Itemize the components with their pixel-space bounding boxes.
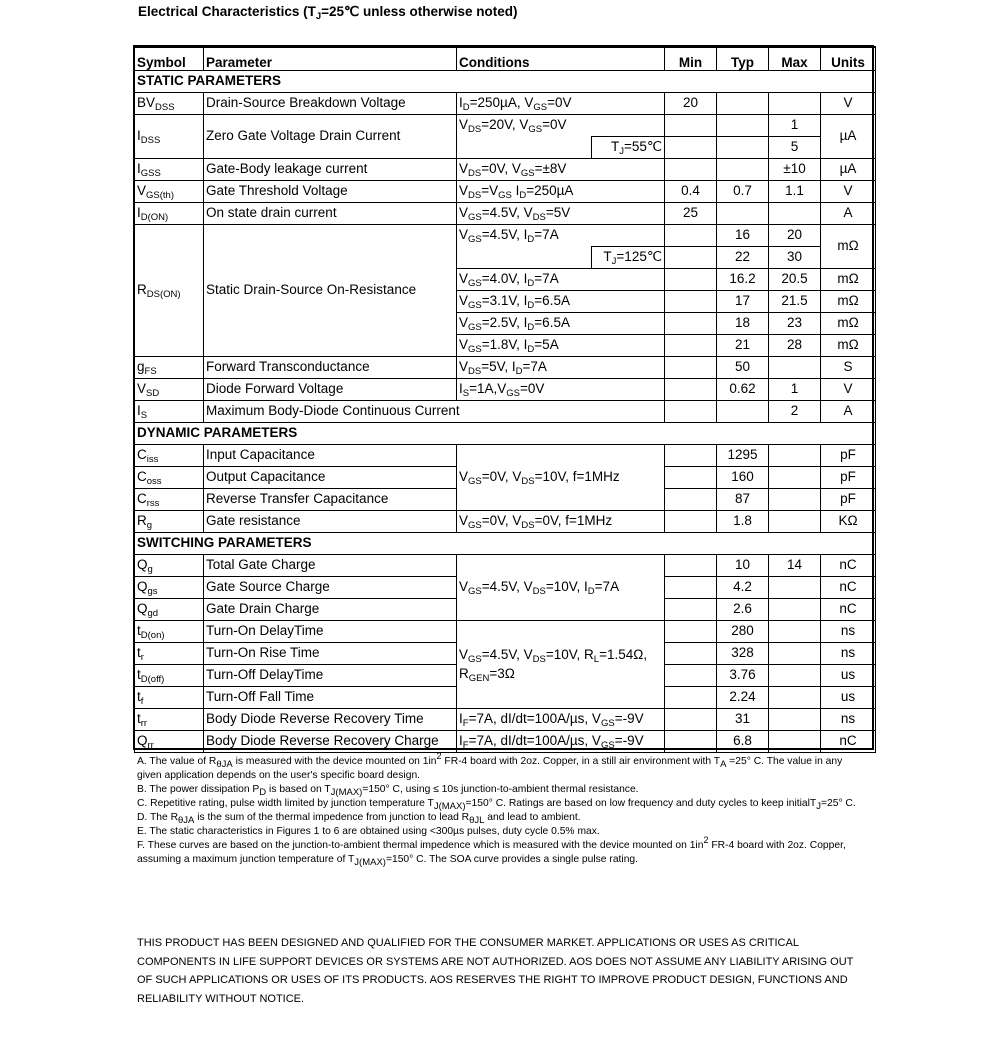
symbol-subscript: DS(ON): [146, 289, 181, 301]
typ-cell: 50: [717, 357, 769, 379]
typ-cell: 16: [717, 225, 769, 247]
conditions-blank: [457, 247, 592, 269]
unit-cell: nC: [821, 599, 876, 621]
max-cell: [769, 445, 821, 467]
unit-cell: pF: [821, 467, 876, 489]
footnote-item: D. The $R_{\theta JA}$ is the sum of the thermal impedence from junction to lead $R_{\theta JL}$ and lead to ambient.: [137, 812, 581, 826]
symbol-subscript: D(on): [140, 630, 165, 642]
symbol-subscript: SD: [146, 388, 160, 400]
typ-cell: 328: [717, 643, 769, 665]
typ-cell: [717, 401, 769, 423]
conditions-cell: $I_D=250\mu A$, $V_{GS}=0V$: [457, 93, 665, 115]
symbol-text: V: [137, 381, 147, 397]
max-cell: [769, 731, 821, 753]
symbol-text: C: [137, 469, 147, 485]
unit-cell: S: [821, 357, 876, 379]
max-cell: [769, 93, 821, 115]
max-cell: 2: [769, 401, 821, 423]
table-row: [135, 159, 876, 181]
typ-cell: 3.76: [717, 665, 769, 687]
conditions-cell: $V_{GS}=4.5V$, $V_{DS}=5V$: [457, 203, 665, 225]
table-row: [135, 203, 876, 225]
header-typ: Typ: [717, 47, 769, 71]
symbol-text: C: [137, 447, 147, 463]
typ-cell: 31: [717, 709, 769, 731]
conditions-cell: $I_F=7A$, dI/dt=100A/µs, $V_{GS}=-9V$: [457, 709, 665, 731]
typ-cell: [717, 137, 769, 159]
max-cell: [769, 357, 821, 379]
footnote-item: E. The static characteristics in Figures 1 to 6 are obtained using <300µs pulses, duty cycle 0.5% max.: [137, 826, 600, 837]
typ-cell: 6.8: [717, 731, 769, 753]
min-cell: [665, 269, 717, 291]
symbol-text: Q: [137, 601, 148, 617]
conditions-cell: $V_{GS}=4.5V$, $V_{DS}=10V$, $I_D=7A$: [457, 555, 665, 621]
max-cell: [769, 643, 821, 665]
parameter-cell: Zero Gate Voltage Drain Current: [204, 115, 457, 159]
symbol-cell: [135, 203, 204, 225]
symbol-subscript: g: [147, 564, 153, 576]
unit-cell: pF: [821, 445, 876, 467]
symbol-subscript: oss: [146, 476, 162, 488]
table-row: [135, 445, 876, 467]
min-cell: [665, 115, 717, 137]
max-cell: [769, 511, 821, 533]
header-units: Units: [821, 47, 876, 71]
max-cell: [769, 665, 821, 687]
parameter-cell: Static Drain-Source On-Resistance: [204, 225, 457, 357]
min-cell: [665, 445, 717, 467]
electrical-characteristics-table: [134, 46, 876, 753]
min-cell: [665, 687, 717, 709]
symbol-cell: [135, 159, 204, 181]
table-row: [135, 709, 876, 731]
typ-cell: 1295: [717, 445, 769, 467]
typ-cell: [717, 159, 769, 181]
unit-cell: µA: [821, 159, 876, 181]
unit-cell: nC: [821, 731, 876, 753]
footnote-item: A. The value of $R_{\theta JA}$ is measured with the device mounted on $1in^2$ FR-4 board with 2oz. Copper, in a still air environment with $T_A =25^\circ$ C. The value in any given application depends on the user's specific board design.: [137, 751, 843, 781]
symbol-text: t: [137, 667, 141, 683]
symbol-subscript: iss: [146, 454, 159, 466]
symbol-subscript: S: [140, 410, 148, 422]
typ-cell: 10: [717, 555, 769, 577]
max-cell: 28: [769, 335, 821, 357]
min-cell: [665, 643, 717, 665]
parameter-cell: Turn-Off DelayTime: [204, 665, 457, 687]
parameter-cell: Turn-On DelayTime: [204, 621, 457, 643]
typ-cell: 18: [717, 313, 769, 335]
min-cell: [665, 335, 717, 357]
section-header-switching: [135, 533, 876, 555]
symbol-text: I: [137, 161, 141, 177]
table-row: [135, 115, 876, 137]
table-row: [135, 621, 876, 643]
typ-cell: 87: [717, 489, 769, 511]
min-cell: [665, 379, 717, 401]
max-cell: 20.5: [769, 269, 821, 291]
switching-condition-line1: $V_{GS}=4.5V$, $V_{DS}=10V$, $R_L=1.54\Omega$,: [459, 647, 648, 666]
table-row: [135, 401, 876, 423]
symbol-text: t: [137, 645, 141, 661]
min-cell: 0.4: [665, 181, 717, 203]
min-cell: [665, 599, 717, 621]
conditions-cell: $V_{DS}=V_{GS}$ $I_D=250\mu A$: [457, 181, 665, 203]
conditions-blank: [457, 137, 592, 159]
max-cell: [769, 203, 821, 225]
symbol-cell: [135, 401, 204, 423]
parameter-cell: Gate Drain Charge: [204, 599, 457, 621]
min-cell: [665, 511, 717, 533]
symbol-cell: [135, 555, 204, 577]
max-cell: 23: [769, 313, 821, 335]
symbol-text: Q: [137, 557, 148, 573]
symbol-text: R: [137, 282, 147, 298]
conditions-cell: $V_{GS}=4.5V$, $I_D=7A$: [457, 225, 665, 247]
page-title: Electrical Characteristics ($T_J=25℃$ unless otherwise noted): [138, 4, 518, 22]
table-row: [135, 225, 876, 247]
max-cell: [769, 687, 821, 709]
min-cell: [665, 665, 717, 687]
symbol-subscript: D(ON): [140, 212, 169, 224]
header-symbol: Symbol: [135, 47, 204, 71]
typ-cell: 21: [717, 335, 769, 357]
parameter-cell: Drain-Source Breakdown Voltage: [204, 93, 457, 115]
section-label: SWITCHING PARAMETERS: [135, 533, 876, 555]
symbol-subscript: g: [146, 520, 153, 532]
symbol-cell: [135, 665, 204, 687]
symbol-cell: [135, 357, 204, 379]
symbol-cell: [135, 225, 204, 357]
disclaimer-text: THIS PRODUCT HAS BEEN DESIGNED AND QUALIFIED FOR THE CONSUMER MARKET. APPLICATIONS OR USES AS CRITICAL COMPONENTS IN LIFE SUPPORT DEVICES OR SYSTEMS ARE NOT AUTHORIZED. AOS DOES NOT ASSUME ANY LIABILITY ARISING OUT OF SUCH APPLICATIONS OR USES OF ITS PRODUCTS. AOS RESERVES THE RIGHT TO IMPROVE PRODUCT DESIGN, FUNCTIONS AND RELIABILITY WITHOUT NOTICE.: [137, 937, 854, 1005]
min-cell: [665, 159, 717, 181]
table-row: [135, 731, 876, 753]
unit-cell: nC: [821, 555, 876, 577]
parameter-cell: Turn-Off Fall Time: [204, 687, 457, 709]
symbol-subscript: gd: [147, 608, 159, 620]
parameter-cell: Gate Threshold Voltage: [204, 181, 457, 203]
unit-cell: ns: [821, 709, 876, 731]
unit-cell: V: [821, 181, 876, 203]
footnote-item: C. Repetitive rating, pulse width limited by junction temperature $T_{J(MAX)}=150^\circ$ C. Ratings are based on low frequency and duty cycles to keep initialT$_J$=25° C.: [137, 798, 856, 812]
table-row: [135, 379, 876, 401]
header-max: Max: [769, 47, 821, 71]
table-row: [135, 181, 876, 203]
min-cell: [665, 401, 717, 423]
section-header-static: [135, 71, 876, 93]
parameter-cell: Reverse Transfer Capacitance: [204, 489, 457, 511]
max-cell: 1: [769, 379, 821, 401]
typ-cell: 22: [717, 247, 769, 269]
conditions-cell: $V_{GS}=0V$, $V_{DS}=0V$, f=1MHz: [457, 511, 665, 533]
conditions-cell: $V_{DS}=5V$, $I_D=7A$: [457, 357, 665, 379]
min-cell: [665, 225, 717, 247]
min-cell: [665, 577, 717, 599]
max-cell: [769, 577, 821, 599]
min-cell: 25: [665, 203, 717, 225]
typ-cell: [717, 115, 769, 137]
min-cell: [665, 555, 717, 577]
section-label: STATIC PARAMETERS: [135, 71, 876, 93]
symbol-subscript: FS: [144, 366, 157, 378]
symbol-cell: [135, 379, 204, 401]
symbol-cell: [135, 709, 204, 731]
unit-cell: A: [821, 401, 876, 423]
typ-cell: [717, 203, 769, 225]
parameter-cell: Gate Source Charge: [204, 577, 457, 599]
symbol-cell: [135, 687, 204, 709]
max-cell: 14: [769, 555, 821, 577]
unit-cell: pF: [821, 489, 876, 511]
unit-cell: ns: [821, 643, 876, 665]
unit-cell: µA: [821, 115, 876, 159]
unit-cell: us: [821, 665, 876, 687]
unit-cell: mΩ: [821, 269, 876, 291]
conditions-cell: $V_{GS}=2.5V$, $I_D=6.5A$: [457, 313, 665, 335]
footnotes: [137, 751, 862, 868]
header-min: Min: [665, 47, 717, 71]
header-parameter: Parameter: [204, 47, 457, 71]
table-row: [135, 511, 876, 533]
typ-cell: 17: [717, 291, 769, 313]
symbol-text: I: [137, 128, 141, 144]
symbol-cell: [135, 599, 204, 621]
header-conditions: Conditions: [457, 47, 665, 71]
min-cell: 20: [665, 93, 717, 115]
parameter-cell: Total Gate Charge: [204, 555, 457, 577]
conditions-cell: [457, 621, 665, 709]
conditions-cell: $T_J=55℃$: [592, 137, 665, 159]
max-cell: 5: [769, 137, 821, 159]
unit-cell: V: [821, 93, 876, 115]
section-header-dynamic: [135, 423, 876, 445]
symbol-subscript: rr: [147, 740, 154, 752]
table-header-row: [135, 47, 876, 71]
symbol-cell: [135, 115, 204, 159]
typ-cell: 0.7: [717, 181, 769, 203]
unit-cell: mΩ: [821, 291, 876, 313]
parameter-cell: Body Diode Reverse Recovery Time: [204, 709, 457, 731]
table-row: [135, 555, 876, 577]
table-row: [135, 93, 876, 115]
typ-cell: 1.8: [717, 511, 769, 533]
conditions-cell: $V_{DS}=20V$, $V_{GS}=0V$: [457, 115, 665, 137]
symbol-subscript: f: [140, 696, 144, 708]
typ-cell: 2.6: [717, 599, 769, 621]
section-label: DYNAMIC PARAMETERS: [135, 423, 876, 445]
conditions-cell: $V_{GS}=4.0V$, $I_D=7A$: [457, 269, 665, 291]
max-cell: 1: [769, 115, 821, 137]
min-cell: [665, 621, 717, 643]
symbol-cell: [135, 467, 204, 489]
min-cell: [665, 247, 717, 269]
conditions-cell: $I_S=1A,V_{GS}=0V$: [457, 379, 665, 401]
max-cell: [769, 489, 821, 511]
symbol-subscript: gs: [147, 586, 158, 598]
footnote-item: B. The power dissipation $P_D$ is based on $T_{J(MAX)}=150^\circ$ C, using ≤ 10s junction-to-ambient thermal resistance.: [137, 784, 639, 798]
symbol-subscript: r: [140, 652, 144, 664]
typ-cell: 0.62: [717, 379, 769, 401]
symbol-cell: [135, 577, 204, 599]
symbol-subscript: DSS: [155, 102, 175, 114]
min-cell: [665, 731, 717, 753]
symbol-subscript: DSS: [140, 135, 161, 147]
unit-cell: nC: [821, 577, 876, 599]
min-cell: [665, 489, 717, 511]
symbol-text: t: [137, 623, 141, 639]
typ-cell: 4.2: [717, 577, 769, 599]
min-cell: [665, 291, 717, 313]
symbol-cell: [135, 511, 204, 533]
parameter-cell: Diode Forward Voltage: [204, 379, 457, 401]
typ-cell: 160: [717, 467, 769, 489]
typ-cell: 2.24: [717, 687, 769, 709]
symbol-cell: [135, 181, 204, 203]
parameter-cell: Body Diode Reverse Recovery Charge: [204, 731, 457, 753]
typ-cell: [717, 93, 769, 115]
symbol-text: C: [137, 491, 147, 507]
symbol-cell: [135, 621, 204, 643]
symbol-cell: [135, 445, 204, 467]
parameter-cell: Turn-On Rise Time: [204, 643, 457, 665]
symbol-text: t: [137, 711, 141, 727]
max-cell: 20: [769, 225, 821, 247]
unit-cell: V: [821, 379, 876, 401]
symbol-text: Q: [137, 733, 148, 749]
symbol-text: Q: [137, 579, 148, 595]
symbol-text: V: [137, 183, 147, 199]
max-cell: 21.5: [769, 291, 821, 313]
symbol-text: I: [137, 205, 141, 221]
unit-cell: ns: [821, 621, 876, 643]
symbol-text: R: [137, 513, 147, 529]
max-cell: ±10: [769, 159, 821, 181]
min-cell: [665, 313, 717, 335]
unit-cell: mΩ: [821, 313, 876, 335]
parameter-cell: Output Capacitance: [204, 467, 457, 489]
symbol-cell: [135, 93, 204, 115]
max-cell: [769, 599, 821, 621]
conditions-cell: $V_{GS}=1.8V$, $I_D=5A$: [457, 335, 665, 357]
symbol-subscript: rr: [140, 718, 148, 730]
symbol-subscript: GS(th): [146, 190, 174, 202]
parameter-cell: Input Capacitance: [204, 445, 457, 467]
symbol-cell: [135, 643, 204, 665]
conditions-cell: $V_{GS}=3.1V$, $I_D=6.5A$: [457, 291, 665, 313]
unit-cell: us: [821, 687, 876, 709]
max-cell: [769, 467, 821, 489]
max-cell: [769, 709, 821, 731]
conditions-cell: $V_{DS}=0V$, $V_{GS}=\pm 8V$: [457, 159, 665, 181]
parameter-cell: On state drain current: [204, 203, 457, 225]
symbol-cell: [135, 489, 204, 511]
symbol-text: g: [137, 359, 145, 375]
footnote-item: F. These curves are based on the junction-to-ambient thermal impedence which is measured with the device mounted on $1in^2$ FR-4 board with 2oz. Copper, assuming a maximum junction temperature of $T_{J(MAX)}=150^\circ$ C. The SOA curve provides a single pulse rating.: [137, 835, 846, 868]
symbol-subscript: D(off): [140, 674, 165, 686]
symbol-text: I: [137, 403, 141, 419]
typ-cell: 280: [717, 621, 769, 643]
parameter-cell: Gate resistance: [204, 511, 457, 533]
switching-condition-line2: $R_{GEN}=3\Omega$: [459, 665, 515, 684]
max-cell: 30: [769, 247, 821, 269]
unit-cell: A: [821, 203, 876, 225]
min-cell: [665, 467, 717, 489]
unit-cell: mΩ: [821, 335, 876, 357]
min-cell: [665, 137, 717, 159]
min-cell: [665, 357, 717, 379]
conditions-cell: $T_J=125℃$: [592, 247, 665, 269]
max-cell: [769, 621, 821, 643]
typ-cell: 16.2: [717, 269, 769, 291]
unit-cell: mΩ: [821, 225, 876, 269]
parameter-cell: Forward Transconductance: [204, 357, 457, 379]
conditions-cell: $V_{GS}=0V$, $V_{DS}=10V$, f=1MHz: [457, 445, 665, 511]
symbol-text: t: [137, 689, 141, 705]
symbol-subscript: rss: [146, 498, 160, 510]
table-row: [135, 357, 876, 379]
parameter-cell: Gate-Body leakage current: [204, 159, 457, 181]
symbol-cell: [135, 731, 204, 753]
conditions-cell: $I_F=7A$, dI/dt=100A/µs, $V_{GS}=-9V$: [457, 731, 665, 753]
symbol-text: BV: [137, 95, 156, 111]
min-cell: [665, 709, 717, 731]
symbol-subscript: GSS: [140, 168, 161, 180]
unit-cell: KΩ: [821, 511, 876, 533]
max-cell: 1.1: [769, 181, 821, 203]
parameter-cell: Maximum Body-Diode Continuous Current: [204, 401, 665, 423]
